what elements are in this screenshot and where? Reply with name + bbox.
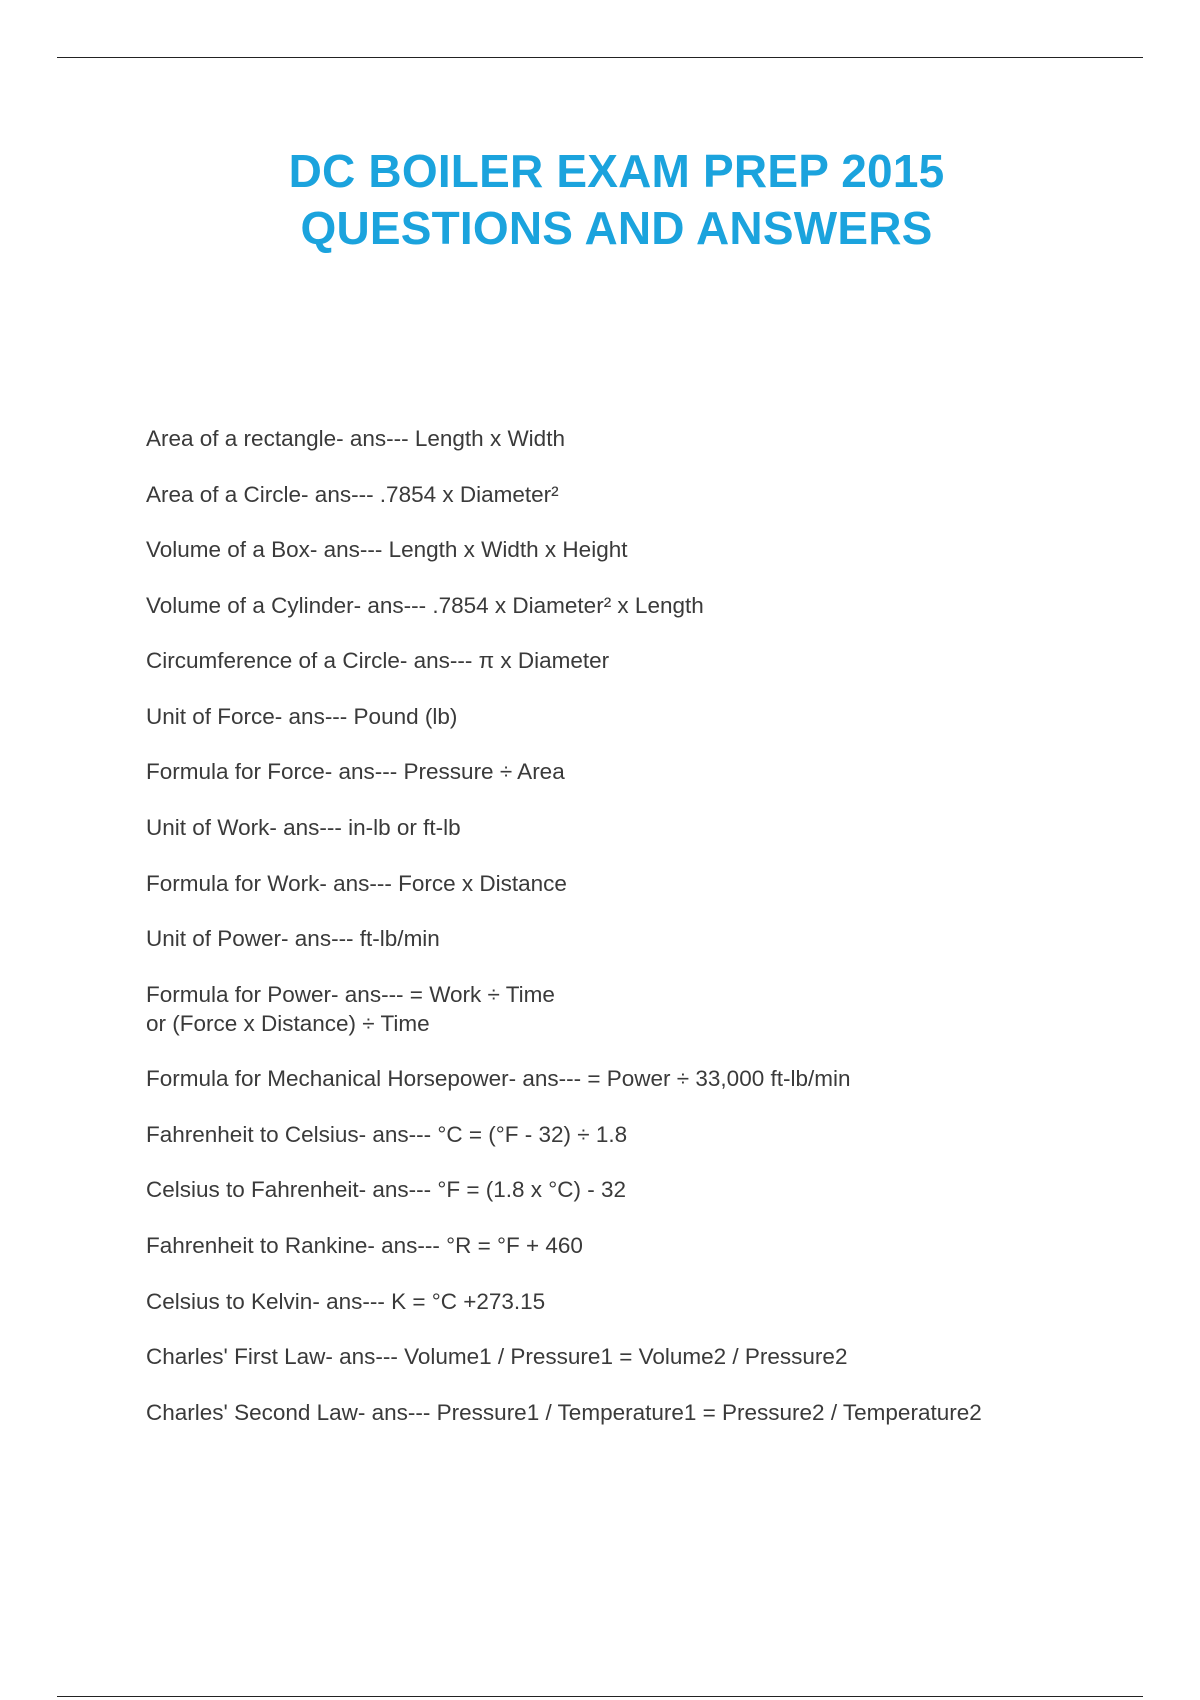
qa-item — [146, 1287, 1146, 1316]
qa-item-text: Volume of a Cylinder- ans--- .7854 x Diameter² x Length — [146, 593, 704, 618]
qa-item-text: or (Force x Distance) ÷ Time — [146, 1011, 430, 1036]
qa-item-text: Area of a rectangle- ans--- Length x Width — [146, 426, 565, 451]
qa-item-text: Unit of Work- ans--- in-lb or ft-lb — [146, 815, 461, 840]
title-line-2: QUESTIONS AND ANSWERS — [300, 202, 933, 254]
title-line-1: DC BOILER EXAM PREP 2015 — [288, 145, 945, 197]
qa-item-text: Fahrenheit to Rankine- ans--- °R = °F + 460 — [146, 1233, 583, 1258]
qa-item — [146, 813, 1146, 842]
qa-item-text: Formula for Power- ans--- = Work ÷ Time — [146, 982, 555, 1007]
qa-item-text: Volume of a Box- ans--- Length x Width x Height — [146, 537, 628, 562]
qa-item — [146, 424, 1146, 453]
qa-item-text: Charles' First Law- ans--- Volume1 / Pressure1 = Volume2 / Pressure2 — [146, 1344, 848, 1369]
qa-item — [146, 591, 1146, 620]
qa-item-text: Formula for Force- ans--- Pressure ÷ Area — [146, 759, 565, 784]
qa-item-text: Area of a Circle- ans--- .7854 x Diameter² — [146, 482, 559, 507]
qa-item-text: Unit of Power- ans--- ft-lb/min — [146, 926, 440, 951]
qa-item — [146, 869, 1146, 898]
qa-item-text: Formula for Mechanical Horsepower- ans--- = Power ÷ 33,000 ft-lb/min — [146, 1066, 851, 1091]
qa-item — [146, 924, 1146, 953]
qa-item — [146, 646, 1146, 675]
qa-item — [146, 702, 1146, 731]
qa-item-text: Formula for Work- ans--- Force x Distance — [146, 871, 567, 896]
qa-item — [146, 1231, 1146, 1260]
qa-item-text: Celsius to Kelvin- ans--- K = °C +273.15 — [146, 1289, 546, 1314]
page-title — [0, 143, 1200, 257]
qa-item — [146, 1120, 1146, 1149]
qa-item-text: Circumference of a Circle- ans--- π x Diameter — [146, 648, 610, 673]
top-rule — [57, 57, 1143, 58]
qa-item — [146, 535, 1146, 564]
qa-item — [146, 1342, 1146, 1371]
qa-item-text: Unit of Force- ans--- Pound (lb) — [146, 704, 458, 729]
qa-item-text: Fahrenheit to Celsius- ans--- °C = (°F - 32) ÷ 1.8 — [146, 1122, 628, 1147]
qa-item — [146, 757, 1146, 786]
qa-item — [146, 1398, 1146, 1427]
qa-item — [146, 980, 1146, 1038]
qa-item — [146, 1175, 1146, 1204]
qa-item — [146, 480, 1146, 509]
qa-item-text: Charles' Second Law- ans--- Pressure1 / Temperature1 = Pressure2 / Temperature2 — [146, 1400, 982, 1425]
bottom-rule — [57, 1696, 1143, 1697]
qa-item-text: Celsius to Fahrenheit- ans--- °F = (1.8 x °C) - 32 — [146, 1177, 627, 1202]
qa-item — [146, 1064, 1146, 1093]
